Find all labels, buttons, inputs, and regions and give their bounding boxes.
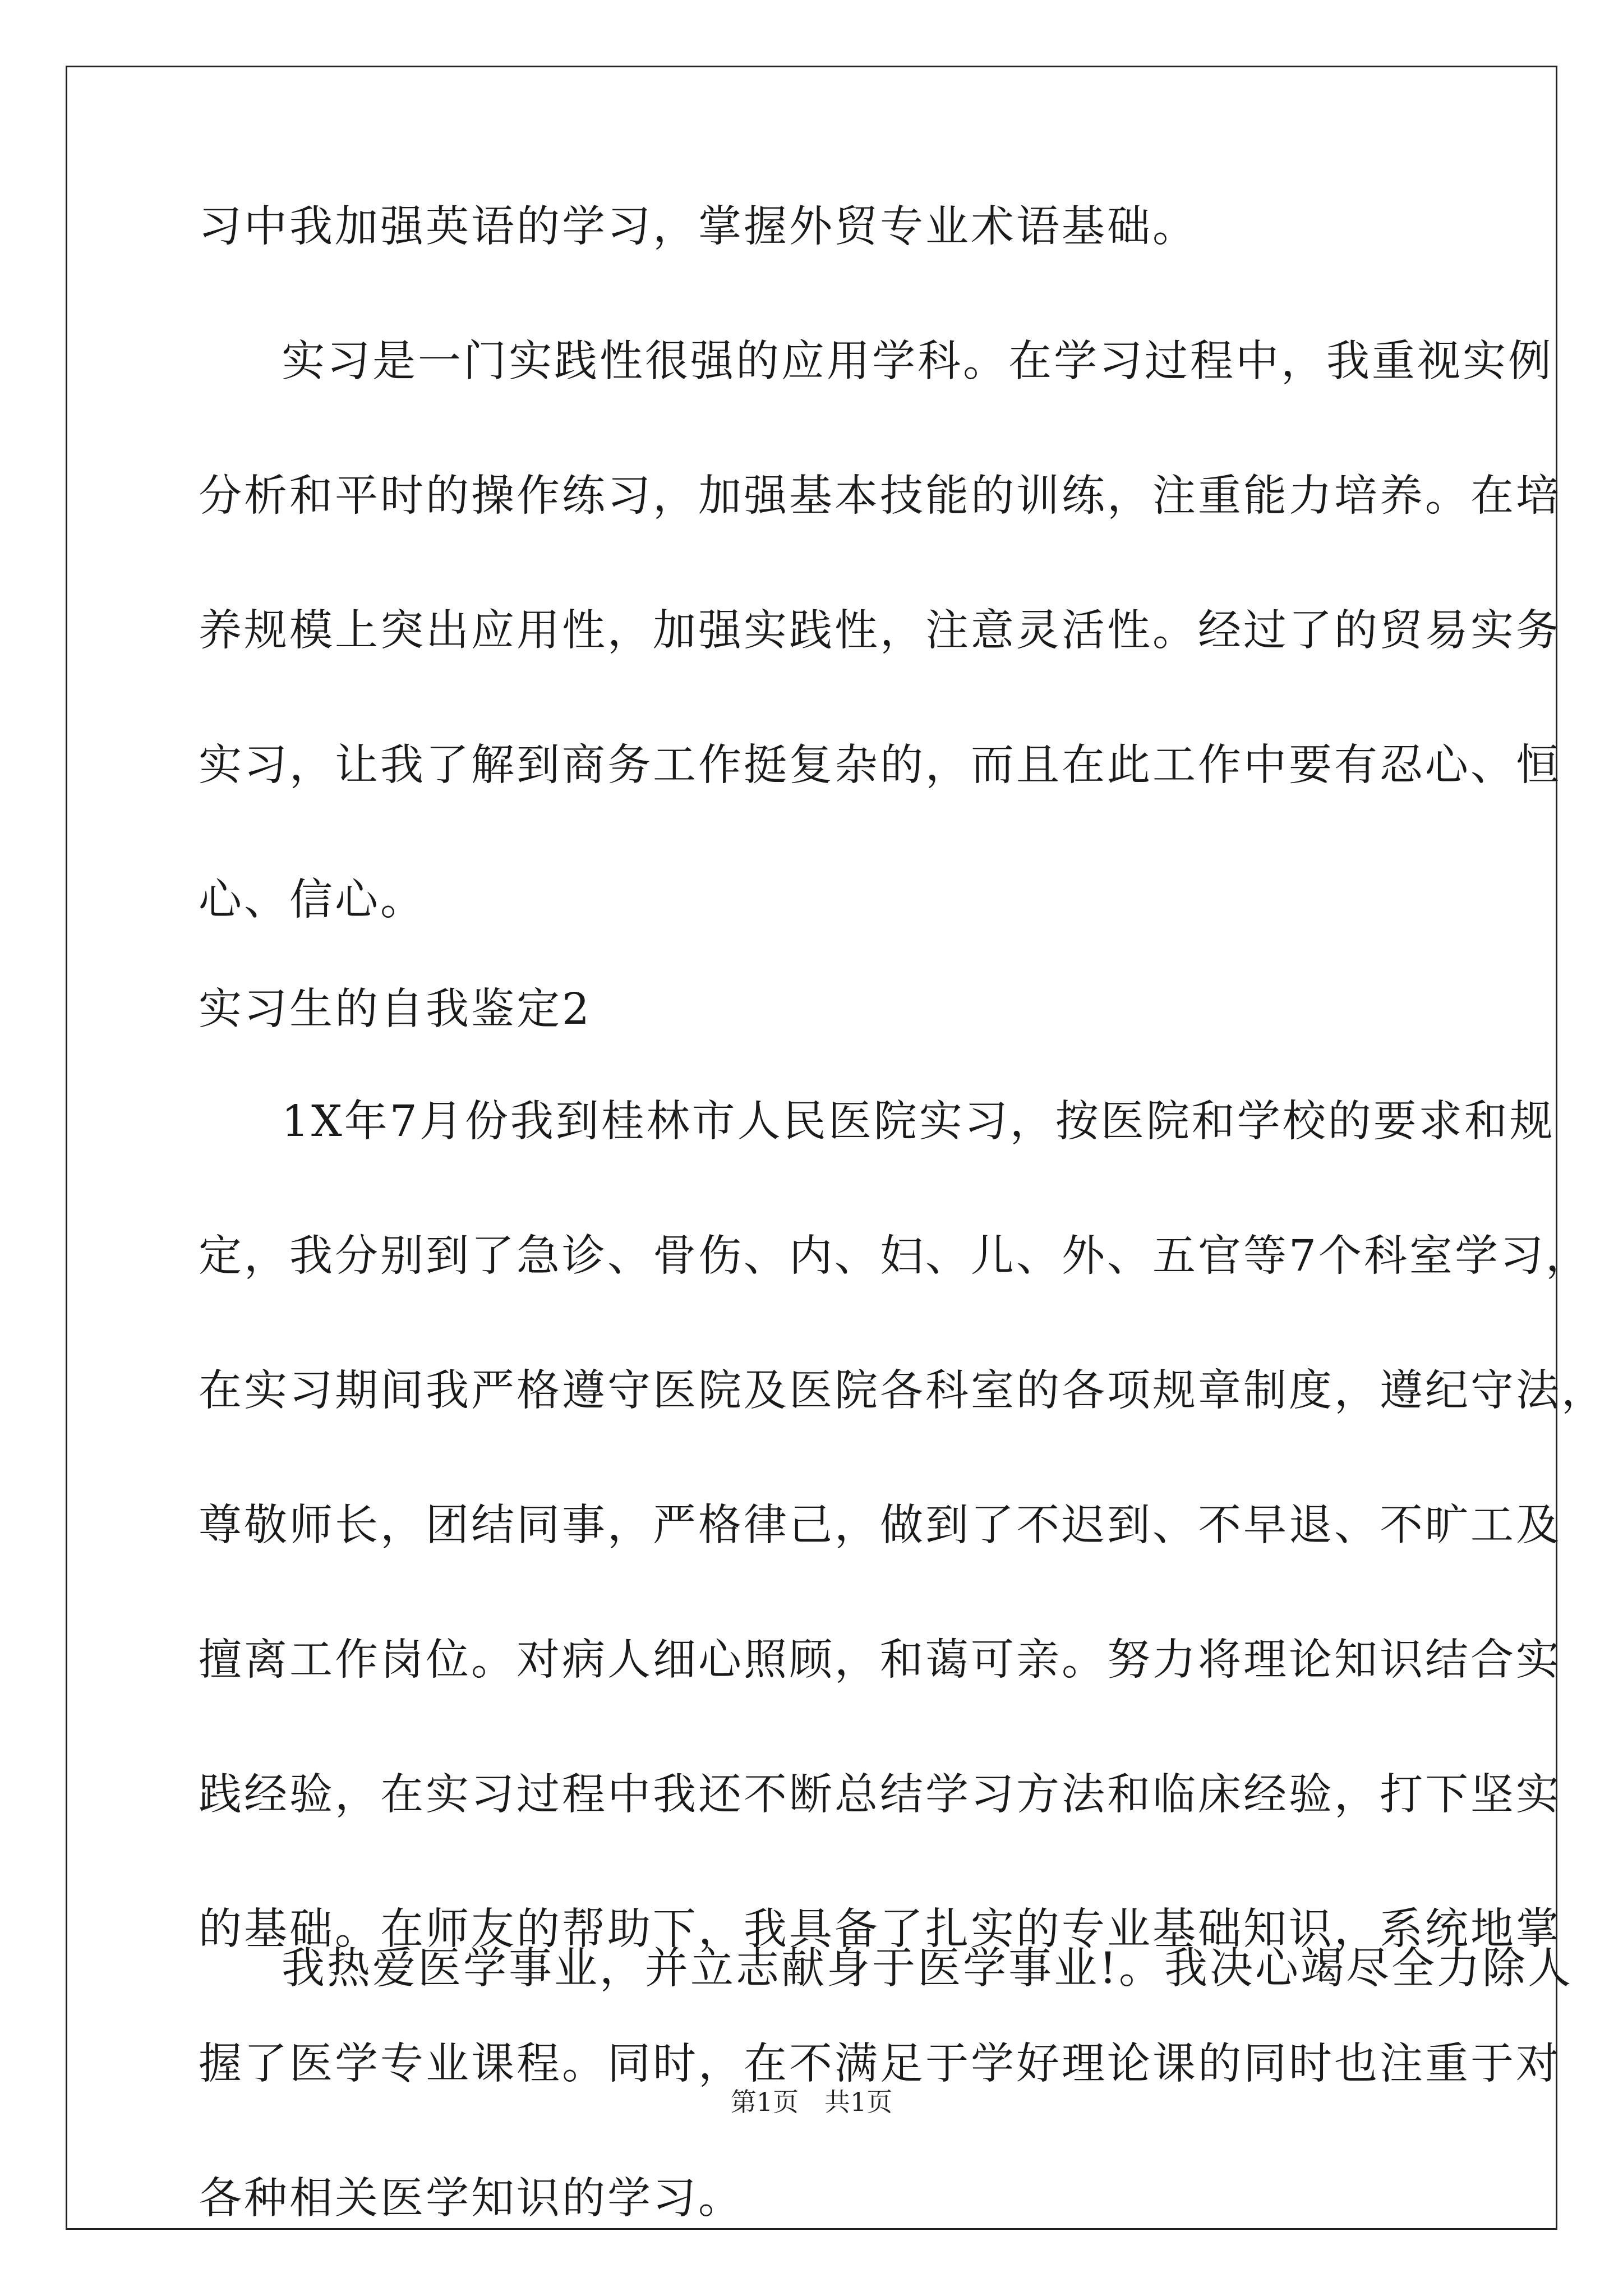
text-line: 定，我分别到了急诊、骨伤、内、妇、儿、外、五官等7个科室学习，: [199, 1231, 1591, 1281]
text-line: 1X年7月份我到桂林市人民医院实习，按医院和学校的要求和规: [282, 1097, 1555, 1147]
text-line: 分析和平时的操作练习，加强基本技能的训练，注重能力培养。在培: [199, 471, 1561, 521]
text-line: 实习是一门实践性很强的应用学科。在学习过程中，我重视实例: [282, 337, 1553, 386]
text-line: 在实习期间我严格遵守医院及医院各科室的各项规章制度，遵纪守法，: [199, 1366, 1607, 1416]
text-line: 养规模上突出应用性，加强实践性，注意灵活性。经过了的贸易实务: [199, 606, 1561, 656]
text-line: 握了医学专业课程。同时，在不满足于学好理论课的同时也注重于对: [199, 2039, 1561, 2089]
text-line: 心、信心。: [199, 875, 426, 925]
page-number-footer: 第1页 共1页: [730, 2087, 893, 2117]
text-line: 擅离工作岗位。对病人细心照顾，和蔼可亲。努力将理论知识结合实: [199, 1635, 1561, 1685]
text-line: 践经验，在实习过程中我还不断总结学习方法和临床经验，打下坚实: [199, 1770, 1561, 1820]
text-line: 实习，让我了解到商务工作挺复杂的，而且在此工作中要有忍心、恒: [199, 740, 1561, 790]
text-line: 习中我加强英语的学习，掌握外贸专业术语基础。: [199, 202, 1198, 252]
text-line: 的基础。在师友的帮助下，我具备了扎实的专业基础知识，系统地掌: [199, 1904, 1561, 1954]
section-heading: 实习生的自我鉴定2: [199, 984, 592, 1034]
text-line: 各种相关医学知识的学习。: [199, 2174, 744, 2224]
text-line: 尊敬师长，团结同事，严格律己，做到了不迟到、不早退、不旷工及: [199, 1501, 1561, 1550]
text-line: 我热爱医学事业，并立志献身于医学事业!。我决心竭尽全力除人: [282, 1944, 1573, 1994]
